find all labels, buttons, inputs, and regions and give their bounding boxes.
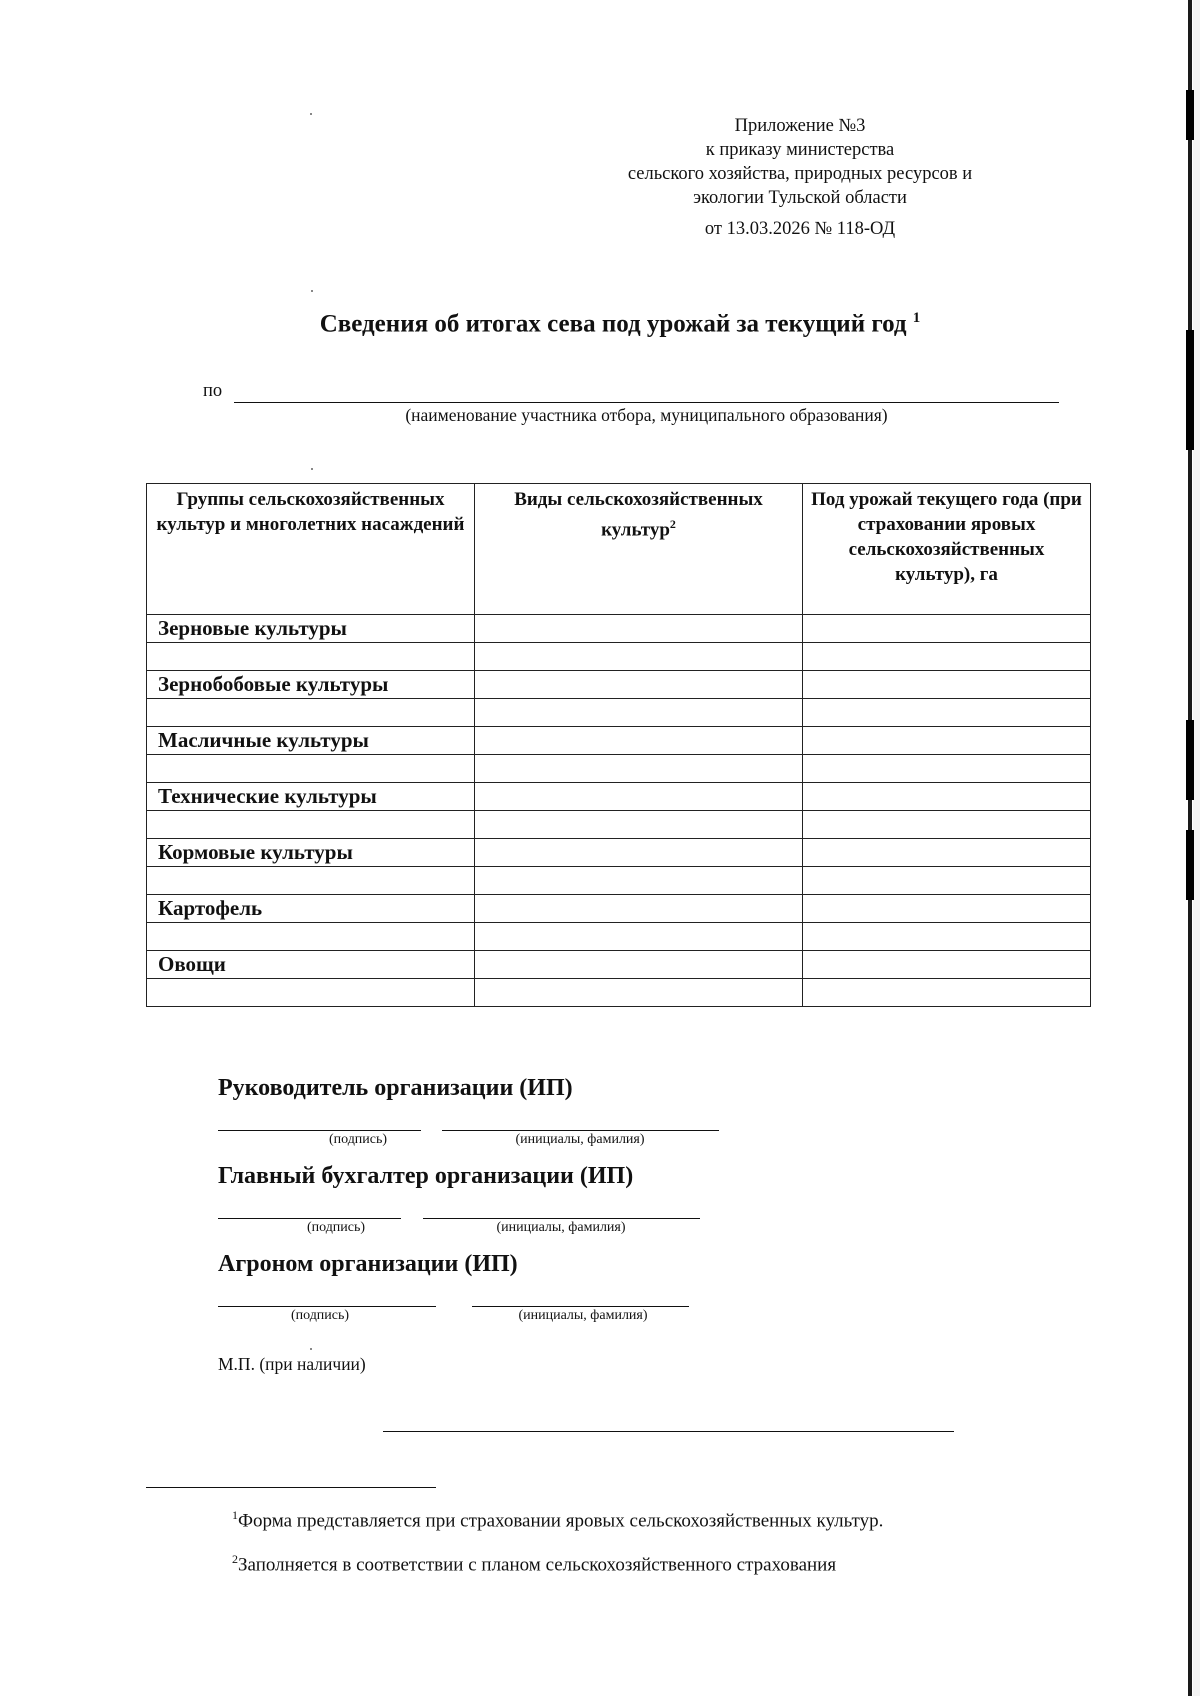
area-cell[interactable] bbox=[803, 643, 1091, 671]
sig-head-name-line[interactable] bbox=[442, 1130, 719, 1131]
sig-accountant-signature-caption: (подпись) bbox=[306, 1220, 366, 1235]
crop-type-cell[interactable] bbox=[475, 615, 803, 643]
footnote-2 bbox=[232, 1552, 836, 1576]
appendix-block bbox=[600, 114, 1000, 210]
sig-agronomist-title: Агроном организации (ИП) bbox=[218, 1251, 518, 1277]
crop-type-cell[interactable] bbox=[475, 811, 803, 839]
group-cell: Зерновые культуры bbox=[147, 615, 475, 643]
group-cell[interactable] bbox=[147, 699, 475, 727]
appendix-line: Приложение №3 bbox=[734, 116, 866, 136]
sig-head-signature-caption: (подпись) bbox=[328, 1132, 388, 1147]
area-cell[interactable] bbox=[803, 727, 1091, 755]
footnote-separator bbox=[146, 1487, 436, 1488]
group-cell: Масличные культуры bbox=[147, 727, 475, 755]
scan-edge-margin bbox=[1193, 0, 1200, 1696]
crop-type-cell[interactable] bbox=[475, 895, 803, 923]
crop-type-cell[interactable] bbox=[475, 839, 803, 867]
table-row bbox=[147, 895, 1091, 923]
sig-accountant-name-line[interactable] bbox=[423, 1218, 700, 1219]
scan-edge-mark bbox=[1186, 90, 1194, 140]
scan-edge-mark bbox=[1186, 330, 1194, 450]
document-title bbox=[180, 310, 1060, 338]
crop-type-cell[interactable] bbox=[475, 979, 803, 1007]
footnote-ref-2: 2 bbox=[669, 517, 676, 531]
crop-type-cell[interactable] bbox=[475, 699, 803, 727]
table-row bbox=[147, 839, 1091, 867]
area-cell[interactable] bbox=[803, 923, 1091, 951]
po-fill-line[interactable] bbox=[234, 402, 1059, 403]
sig-agronomist-signature-caption: (подпись) bbox=[290, 1308, 350, 1323]
crop-type-cell[interactable] bbox=[475, 755, 803, 783]
group-cell: Кормовые культуры bbox=[147, 839, 475, 867]
sig-agronomist-signature-line[interactable] bbox=[218, 1306, 436, 1307]
group-cell[interactable] bbox=[147, 755, 475, 783]
table-row bbox=[147, 923, 1091, 951]
area-cell[interactable] bbox=[803, 839, 1091, 867]
crop-type-cell[interactable] bbox=[475, 923, 803, 951]
area-cell[interactable] bbox=[803, 895, 1091, 923]
area-cell[interactable] bbox=[803, 783, 1091, 811]
header-groups: Группы сельскохозяйственных культур и многолетних насаждений bbox=[147, 484, 475, 615]
sig-accountant-name-caption: (инициалы, фамилия) bbox=[496, 1220, 626, 1235]
table-row bbox=[147, 811, 1091, 839]
appendix-line: экологии Тульской области bbox=[693, 188, 907, 208]
table-row bbox=[147, 755, 1091, 783]
document-title-text: Сведения об итогах сева под урожай за текущий год bbox=[319, 310, 907, 338]
group-cell: Картофель bbox=[147, 895, 475, 923]
sig-head-title: Руководитель организации (ИП) bbox=[218, 1075, 573, 1101]
crop-type-cell[interactable] bbox=[475, 671, 803, 699]
group-cell[interactable] bbox=[147, 811, 475, 839]
appendix-line: к приказу министерства bbox=[705, 140, 895, 160]
area-cell[interactable] bbox=[803, 615, 1091, 643]
footnote-1 bbox=[232, 1508, 883, 1532]
crop-type-cell[interactable] bbox=[475, 783, 803, 811]
header-area: Под урожай текущего года (при страховании яровых сельскохозяйственных культур), га bbox=[803, 484, 1091, 615]
header-crop-types: Виды сельскохозяйственных культур$^2$ bbox=[475, 484, 803, 615]
crop-type-cell[interactable] bbox=[475, 867, 803, 895]
table-row bbox=[147, 979, 1091, 1007]
crop-type-cell[interactable] bbox=[475, 643, 803, 671]
table-row bbox=[147, 615, 1091, 643]
scan-speck bbox=[310, 113, 312, 115]
sig-agronomist-name-line[interactable] bbox=[472, 1306, 689, 1307]
table-header-row bbox=[147, 484, 1091, 615]
sowing-table bbox=[146, 483, 1091, 1007]
closing-line bbox=[383, 1431, 954, 1432]
table-row bbox=[147, 727, 1091, 755]
scan-edge-mark bbox=[1186, 830, 1194, 900]
table-row bbox=[147, 951, 1091, 979]
footnote-2-text: Заполняется в соответствии с планом сельскохозяйственного страхования bbox=[238, 1554, 837, 1576]
group-cell: Технические культуры bbox=[147, 783, 475, 811]
scan-edge-mark bbox=[1186, 720, 1194, 800]
area-cell[interactable] bbox=[803, 755, 1091, 783]
scan-speck bbox=[311, 468, 313, 470]
sig-agronomist-name-caption: (инициалы, фамилия) bbox=[518, 1308, 648, 1323]
sig-accountant-signature-line[interactable] bbox=[218, 1218, 401, 1219]
crop-type-cell[interactable] bbox=[475, 951, 803, 979]
table-row bbox=[147, 671, 1091, 699]
area-cell[interactable] bbox=[803, 867, 1091, 895]
group-cell: Зернобобовые культуры bbox=[147, 671, 475, 699]
scan-speck bbox=[311, 290, 313, 292]
area-cell[interactable] bbox=[803, 951, 1091, 979]
area-cell[interactable] bbox=[803, 699, 1091, 727]
group-cell[interactable] bbox=[147, 643, 475, 671]
table-row bbox=[147, 867, 1091, 895]
area-cell[interactable] bbox=[803, 979, 1091, 1007]
sig-head-name-caption: (инициалы, фамилия) bbox=[515, 1132, 645, 1147]
group-cell[interactable] bbox=[147, 979, 475, 1007]
group-cell: Овощи bbox=[147, 951, 475, 979]
footnote-2-mark: 2 bbox=[232, 1552, 238, 1566]
po-label: по bbox=[203, 381, 223, 401]
appendix-line: сельского хозяйства, природных ресурсов и bbox=[627, 164, 973, 184]
footnote-1-mark: 1 bbox=[232, 1508, 238, 1522]
crop-type-cell[interactable] bbox=[475, 727, 803, 755]
po-caption: (наименование участника отбора, муниципального образования) bbox=[405, 405, 888, 425]
stamp-place: М.П. (при наличии) bbox=[218, 1354, 366, 1374]
footnote-ref-1: 1 bbox=[912, 310, 921, 326]
group-cell[interactable] bbox=[147, 923, 475, 951]
table-row bbox=[147, 783, 1091, 811]
footnote-1-text: Форма представляется при страховании яровых сельскохозяйственных культур. bbox=[238, 1510, 884, 1532]
table-row bbox=[147, 699, 1091, 727]
group-cell[interactable] bbox=[147, 867, 475, 895]
appendix-date: от 13.03.2026 № 118-ОД bbox=[704, 219, 896, 239]
area-cell[interactable] bbox=[803, 671, 1091, 699]
scan-speck bbox=[310, 1348, 312, 1350]
area-cell[interactable] bbox=[803, 811, 1091, 839]
table-row bbox=[147, 643, 1091, 671]
sig-accountant-title: Главный бухгалтер организации (ИП) bbox=[218, 1163, 634, 1189]
sig-head-signature-line[interactable] bbox=[218, 1130, 421, 1131]
